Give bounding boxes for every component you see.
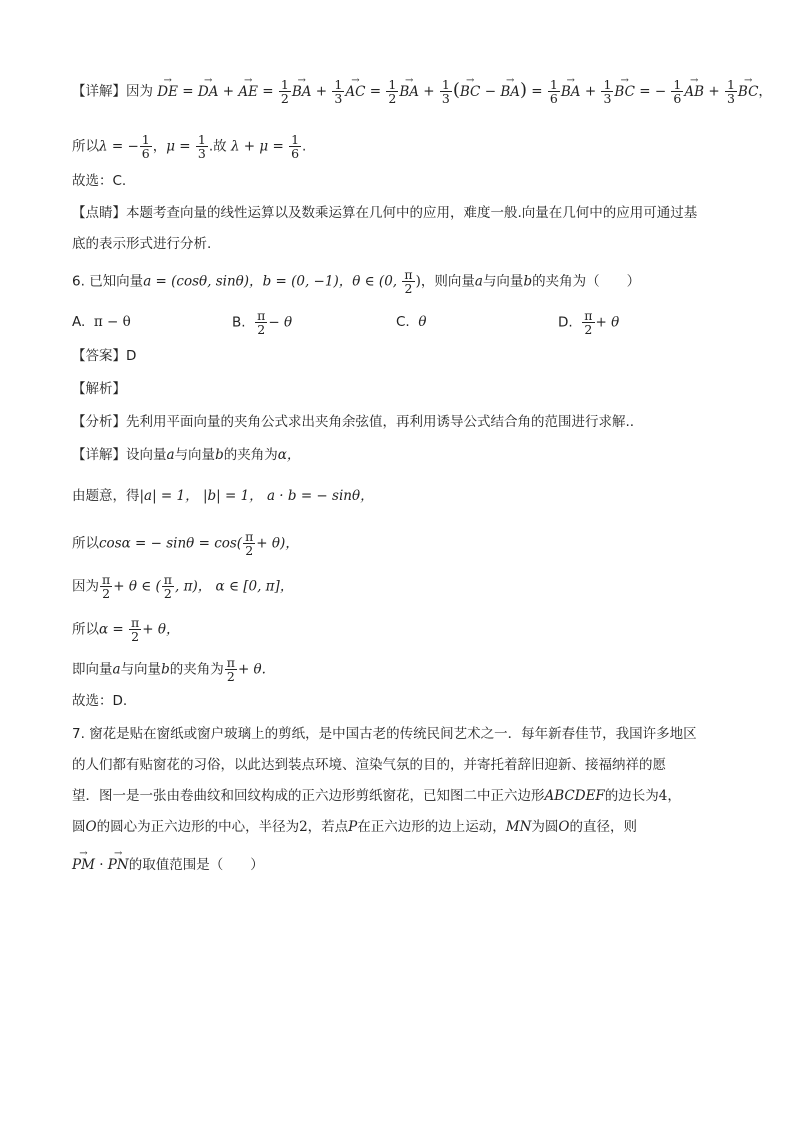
fraction: $\frac{1}{3}$ bbox=[726, 77, 735, 106]
option-d[interactable]: D. $\frac{\pi}{2}$ + θ bbox=[558, 308, 620, 337]
q6-detail2: 由题意，得|a| = 1， |b| = 1， a · b = − sinθ， bbox=[72, 488, 374, 504]
comment5-line1: 【点睛】本题考查向量的线性运算以及数乘运算在几何中的应用，难度一般.向量在几何中的应用可通过基 bbox=[72, 205, 698, 221]
q6-analysis: 【解析】 bbox=[72, 381, 126, 397]
option-a[interactable]: A. π − θ bbox=[72, 314, 131, 330]
fraction: $\frac{1}{3}$ bbox=[441, 77, 450, 106]
detail5-intro: 因为 bbox=[126, 83, 153, 100]
q7-line1: 7. 窗花是贴在窗纸或窗户玻璃上的剪纸，是中国古老的传统民间艺术之一．每年新春佳节，我国许多地区 bbox=[72, 726, 697, 742]
q6-detail6: 即向量a与向量b的夹角为 $\frac{\pi}{2}$ + θ. bbox=[72, 655, 266, 684]
q6-stem: 6. 已知向量a = (cosθ, sinθ)，b = (0, −1)，θ ∈ (0, $\frac{\pi}{2}$ )，则向量a与向量b的夹角为（ ） bbox=[72, 267, 641, 296]
vec-da: → DA bbox=[198, 83, 219, 101]
vec-de: → DE bbox=[157, 83, 178, 101]
fraction: $\frac{1}{6}$ bbox=[291, 132, 300, 161]
option-b[interactable]: B. $\frac{\pi}{2}$ − θ bbox=[232, 308, 293, 337]
fraction: $\frac{1}{6}$ bbox=[673, 77, 682, 106]
q6-fenxi: 【分析】先利用平面向量的夹角公式求出夹角余弦值，再利用诱导公式结合角的范围进行求解.. bbox=[72, 414, 635, 430]
q6-choice: 故选：D. bbox=[72, 693, 128, 709]
detail5-tag: 【详解】 bbox=[72, 83, 126, 100]
q6-detail4: 因为 $\frac{\pi}{2}$ + θ ∈ ( $\frac{\pi}{2}$ , π)， α ∈ [0, π]， bbox=[72, 572, 294, 601]
fraction: $\frac{1}{6}$ bbox=[549, 77, 558, 106]
q7-line2: 的人们都有贴窗花的习俗，以此达到装点环境、渲染气氛的目的，并寄托着辞旧迎新、接福纳祥的愿 bbox=[72, 757, 666, 773]
fraction: $\frac{1}{3}$ bbox=[197, 132, 206, 161]
fraction: $\frac{1}{2}$ bbox=[388, 77, 397, 106]
q7-line4: 圆O的圆心为正六边形的中心，半径为2，若点P在正六边形的边上运动，MN为圆O的直径，则 bbox=[72, 819, 637, 835]
fraction: $\frac{1}{3}$ bbox=[603, 77, 612, 106]
q6-detail5: 所以α = $\frac{\pi}{2}$ + θ， bbox=[72, 615, 180, 644]
fraction: $\frac{1}{2}$ bbox=[280, 77, 289, 106]
option-c[interactable]: C. θ bbox=[396, 314, 427, 330]
q7-line5: → PM · → PN的取值范围是（ ） bbox=[72, 856, 264, 874]
q6-answer: 【答案】D bbox=[72, 348, 137, 364]
q6-number: 6. bbox=[72, 273, 85, 290]
q7-line3: 望．图一是一张由卷曲纹和回纹构成的正六边形剪纸窗花，已知图二中正六边形ABCDEF的边长为4， bbox=[72, 788, 681, 804]
choice5: 故选：C. bbox=[72, 173, 127, 189]
lambda-mu-line: 所以λ = − $\frac{1}{6}$ ，μ = $\frac{1}{3}$ .故 λ + μ = $\frac{1}{6}$ . bbox=[72, 132, 307, 161]
vec-ae: → AE bbox=[238, 83, 258, 101]
fraction: $\frac{1}{3}$ bbox=[334, 77, 343, 106]
comment5-line2: 底的表示形式进行分析. bbox=[72, 236, 212, 252]
detail5-line: 【详解】因为 → DE = → DA + → AE = $\frac{1}{2}$ → BA + $\frac{1}{3}$ → AC = $\frac{1}{2}$ → BA + $\frac{1}{3}$ (→ BC − → BA) = $\frac{1}{6}$ → BA + $\frac{1}{3}$ → BC = − $\frac{1}{6}$ → AB + $\frac{1}{3}$ → BC， bbox=[72, 78, 772, 105]
q6-detail1: 【详解】设向量a与向量b的夹角为α， bbox=[72, 447, 301, 463]
fraction: $\frac{1}{6}$ bbox=[141, 132, 150, 161]
q6-detail3: 所以cosα = − sinθ = cos( $\frac{\pi}{2}$ + θ)， bbox=[72, 529, 299, 558]
